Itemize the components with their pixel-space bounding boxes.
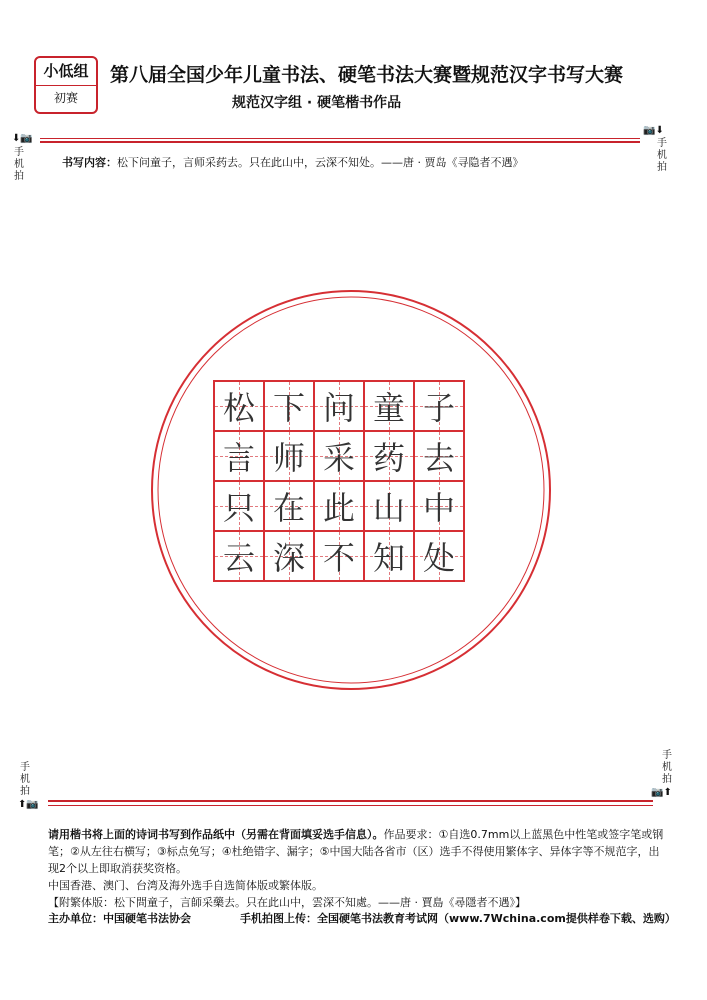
grid-cell bbox=[214, 481, 264, 531]
grid-character: 松 bbox=[222, 389, 255, 427]
grid-character: 言 bbox=[222, 439, 255, 477]
writing-content bbox=[62, 154, 524, 170]
organizer: 主办单位：中国硬笔书法协会 bbox=[48, 912, 191, 925]
writing-grid bbox=[213, 380, 465, 582]
photo-marker-bottom-right-icon: 📷⬆ bbox=[651, 787, 672, 798]
grid-cell bbox=[214, 381, 264, 431]
instructions-hk-note: 中国香港、澳门、台湾及海外选手自选简体版或繁体版。 bbox=[48, 879, 323, 892]
grid-character: 云 bbox=[222, 539, 255, 577]
grid-character: 下 bbox=[272, 389, 305, 427]
grid-character: 童 bbox=[372, 389, 405, 427]
contest-subtitle: 规范汉字组 · 硬笔楷书作品 bbox=[232, 95, 402, 111]
grid-cell bbox=[414, 431, 464, 481]
grid-cell bbox=[364, 481, 414, 531]
instructions-lead: 请用楷书将上面的诗词书写到作品纸中（另需在背面填妥选手信息）。 bbox=[48, 828, 384, 841]
grid-character: 山 bbox=[372, 489, 405, 527]
grid-cell bbox=[264, 481, 314, 531]
top-divider-thick bbox=[40, 141, 640, 143]
badge-round: 初赛 bbox=[53, 91, 78, 105]
grid-cell bbox=[364, 531, 414, 581]
photo-label-top-left: 手 机 拍 bbox=[14, 147, 24, 182]
grid-character: 师 bbox=[272, 439, 305, 477]
grid-character: 问 bbox=[322, 389, 355, 427]
grid-character: 采 bbox=[322, 439, 355, 477]
grid-cell bbox=[264, 381, 314, 431]
grid-character: 去 bbox=[422, 439, 455, 477]
grid-cell bbox=[264, 431, 314, 481]
photo-label-bottom-right: 手 机 拍 bbox=[662, 750, 672, 785]
grid-character: 子 bbox=[422, 389, 455, 427]
grid-cell bbox=[264, 531, 314, 581]
grid-character: 处 bbox=[422, 539, 455, 577]
grid-character: 知 bbox=[372, 539, 405, 577]
instructions bbox=[48, 826, 668, 911]
grid-cell bbox=[414, 381, 464, 431]
writing-content-label: 书写内容： bbox=[62, 156, 117, 169]
photo-marker-top-left-icon: ⬇📷 bbox=[12, 133, 33, 144]
grid-cell bbox=[314, 381, 364, 431]
instructions-requirements: 作品要求：①自选0.7mm以上蓝黑色中性笔或签字笔或钢笔；②从左往右横写；③标点免写；④杜绝错字、漏字；⑤中国大陆各省市（区）选手不得使用繁体字、异体字等不规范字，出现2个以上即取消获奖资格。 bbox=[48, 828, 664, 875]
top-divider-thin bbox=[40, 138, 640, 139]
instructions-traditional: 【附繁体版：松下問童子，言師采藥去。只在此山中，雲深不知處。——唐 · 賈島《尋隱者不遇》】 bbox=[48, 896, 526, 909]
grid-character: 中 bbox=[422, 489, 455, 527]
grid-cell bbox=[314, 481, 364, 531]
grid-cell bbox=[214, 431, 264, 481]
bottom-divider-thick bbox=[48, 800, 653, 802]
contest-title: 第八届全国少年儿童书法、硬笔书法大赛暨规范汉字书写大赛 bbox=[110, 64, 624, 86]
writing-content-text: 松下问童子，言师采药去。只在此山中，云深不知处。——唐 · 贾岛《寻隐者不遇》 bbox=[117, 156, 524, 169]
grid-cell bbox=[414, 531, 464, 581]
grid-cell bbox=[364, 381, 414, 431]
grid-cell bbox=[314, 531, 364, 581]
grid-cell bbox=[214, 531, 264, 581]
grid-cell bbox=[314, 431, 364, 481]
photo-marker-top-right-icon: 📷⬇ bbox=[643, 125, 664, 136]
badge-category: 小低组 bbox=[36, 58, 96, 86]
bottom-divider-thin bbox=[48, 805, 653, 806]
upload-info: 手机拍图上传：全国硬笔书法教育考试网（www.7Wchina.com提供样卷下载、选购） bbox=[240, 912, 676, 925]
grid-character: 在 bbox=[272, 489, 305, 527]
group-badge bbox=[34, 56, 98, 114]
grid-cell bbox=[364, 431, 414, 481]
grid-character: 此 bbox=[322, 489, 355, 527]
grid-character: 深 bbox=[272, 539, 305, 577]
grid-character: 药 bbox=[372, 439, 405, 477]
photo-label-bottom-left: 手 机 拍 bbox=[20, 762, 30, 797]
grid-cell bbox=[414, 481, 464, 531]
photo-marker-bottom-left-icon: ⬆📷 bbox=[18, 799, 39, 810]
grid-character: 只 bbox=[222, 489, 255, 527]
photo-label-top-right: 手 机 拍 bbox=[657, 138, 667, 173]
grid-character: 不 bbox=[322, 539, 355, 577]
